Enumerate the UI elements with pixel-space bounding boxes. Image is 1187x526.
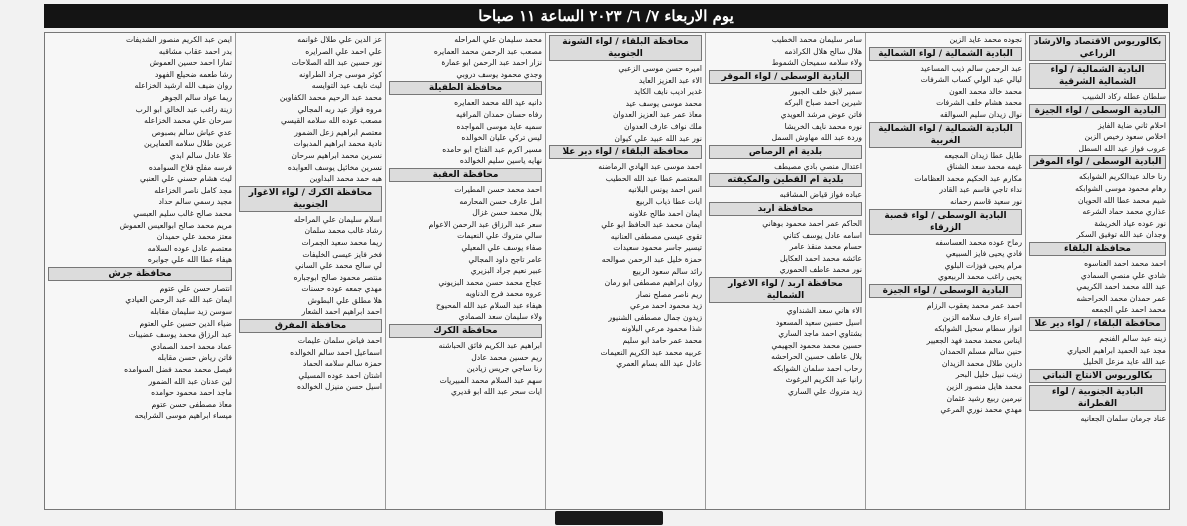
- candidate-name: مريم محمد صالح ابوالعيس العموش: [119, 220, 232, 230]
- candidate-name: مهدي جمعه عوده حسنات: [301, 284, 382, 294]
- candidate-name: نور محمد عاطف الحموري: [779, 265, 862, 275]
- candidate-name: رفاه حسان حمدان المرافيه: [455, 109, 542, 119]
- candidate-name: معتصم ابراهيم زعل الضمور: [294, 127, 382, 137]
- candidate-name: هيفاء عبد السلام عبد الله المحيوح: [436, 300, 542, 310]
- candidate-name: دانيه عيد الله محمد العمايره: [454, 98, 542, 108]
- candidate-name: ابراهيم عبد الكريم فائق الحباشنه: [438, 341, 542, 351]
- candidate-name: هبه حمد محمد البداوين: [309, 174, 382, 184]
- candidate-name: نداء تاجي قاسم عبد القادر: [939, 185, 1022, 195]
- candidate-name: عز الدين علي طلال غوانمه: [297, 35, 382, 44]
- candidate-name: عمر حمدان محمد الحراحشه: [1076, 293, 1166, 303]
- candidate-name: عبد الرحمن سالم ذيب المساعيد: [920, 63, 1022, 73]
- candidate-name: محمد احمد علي الجمعه: [1091, 305, 1166, 315]
- candidate-name: اسيل حسين سعيد المسعود: [775, 317, 862, 327]
- candidate-name: ايمن عبد الكريم منصور الشديفات: [126, 35, 232, 44]
- candidate-name: نيرمين ربيع رشيد عثمان: [946, 393, 1022, 403]
- candidate-name: نسرين محمد ابراهيم سرحان: [291, 150, 382, 160]
- candidate-name: نهايه ياسين سليم الخوالده: [459, 156, 542, 166]
- candidate-name: ايات عطا ذياب الربيع: [635, 196, 702, 206]
- section-heading: محافظة العقبة: [389, 168, 542, 182]
- candidate-name: سمير لايق خلف الجبور: [790, 86, 862, 96]
- candidate-name: شيم محمد عطا الله الحويان: [1077, 195, 1166, 205]
- section-heading: محافظة البلقاء / لواء دير علا: [1029, 317, 1166, 331]
- candidate-name: معاذ مصطفى حسن عتوم: [151, 399, 232, 409]
- candidate-name: نور سعيد قاسم رحمانه: [950, 196, 1022, 206]
- candidate-name: ليس تركي عليان الخوالده: [461, 133, 542, 143]
- candidate-name: ملك نواف عارف العدوان: [623, 121, 702, 131]
- candidate-name: زيد متروك علي الساري: [788, 387, 862, 397]
- candidate-name: نور عوده عياد الخريشة: [1094, 218, 1166, 228]
- candidate-name: مصعب عبد الرحمن محمد العمايره: [433, 46, 542, 56]
- candidate-name: اميره حسن موسى الزعبي: [618, 64, 702, 73]
- candidate-name: ليالي عيد الولي كساب الشرفات: [920, 75, 1022, 85]
- section-heading: البادية الوسطى / لواء الموقر: [709, 70, 862, 84]
- column-1: [1025, 33, 1169, 509]
- candidate-name: روان ابراهيم مصطفى ابو رمان: [604, 278, 702, 288]
- candidate-name: امل عارف حسن المحارمه: [459, 196, 542, 206]
- candidate-name: ايمان عبد الله عبد الرحمن العيادي: [125, 295, 232, 305]
- candidate-name: عناد جرمان سلمان الجعانيه: [1080, 413, 1166, 423]
- candidate-name: احلام ثاني ضاية الفايز: [1098, 120, 1166, 130]
- candidate-name: شادي علي منصي السمادي: [1080, 270, 1166, 280]
- candidate-name: عائشه محمد احمد العكايل: [779, 253, 862, 263]
- candidate-name: رنا ساجي جريس زيادين: [466, 364, 542, 374]
- candidate-name: عبير نعيم جراد البزيري: [470, 266, 542, 276]
- candidate-name: وجدان عبد الله توفيق السكر: [1076, 230, 1166, 240]
- candidate-name: ولاء سليمان سعد الصمادي: [458, 312, 542, 322]
- candidate-name: ليث هشام حسني علي العنبي: [140, 174, 232, 184]
- candidate-name: ايمان محمد عبد الحافظ ابو علي: [601, 220, 702, 230]
- section-heading: محافظة الكرك: [389, 324, 542, 338]
- candidate-name: احمد فياض سلمان عليمات: [297, 336, 382, 346]
- candidate-name: فرسه مفلح فلاح السوامده: [148, 162, 232, 172]
- candidate-name: شذا محمود مرعي البلاونه: [621, 324, 702, 334]
- candidate-name: غيمه محمد سعد الشناق: [946, 162, 1022, 172]
- candidate-name: تقوى عيسى مصطفى العنانيه: [610, 231, 702, 241]
- candidate-name: رشا طعمه ضحيلع الفهود: [154, 69, 232, 79]
- candidate-name: محمد عبد الرحيم محمد الكفاوين: [279, 92, 382, 102]
- section-heading: محافظة الكرك / لواء الاغوار الجنوبية: [239, 186, 382, 212]
- candidate-name: نجوده محمد عايد الزين: [949, 35, 1022, 44]
- candidate-name: سوسن زيد سليمان مقابله: [150, 307, 232, 317]
- candidate-name: ايناس محمد محمد فهد الجعيير: [926, 335, 1022, 345]
- candidate-name: رانيا عبد الكريم البرغوث: [785, 375, 862, 385]
- candidate-name: محمد هايل منصور الزين: [946, 382, 1022, 392]
- candidate-name: انس احمد يونس البلانيه: [628, 185, 702, 195]
- candidate-name: احمد ابراهيم احمد الشعار: [301, 307, 382, 317]
- section-heading: البادية الوسطى / لواء الجيزة: [869, 284, 1022, 298]
- candidate-name: مجد عبد الحميد ابراهيم الحياري: [1067, 345, 1166, 355]
- candidate-name: معتصم عادل عوده السلامه: [147, 243, 232, 253]
- candidate-name: اسراء عارف سلامه الزبن: [942, 312, 1022, 322]
- candidate-name: ليث نايف عيد التوايسه: [311, 81, 382, 91]
- candidate-name: هيفاء عطا الله علي جوابره: [147, 255, 232, 265]
- candidate-name: علي احمد علي الصرايره: [305, 46, 382, 56]
- section-heading: محافظة البلقاء / لواء الشونة الجنوبية: [549, 35, 702, 61]
- candidate-name: فخر فايز عيسى الخليفات: [302, 249, 382, 259]
- candidate-name: شيرين احمد صباح البركه: [784, 98, 862, 108]
- candidate-name: نسرين مخائيل يوسف العوابده: [287, 162, 382, 172]
- candidate-name: دارين طلال محمد الزيدان: [941, 358, 1022, 368]
- candidate-name: انوار سطام سحيل الشوابكه: [934, 324, 1022, 334]
- candidate-name: فادي يحيى فايز السبيعي: [945, 249, 1022, 259]
- candidate-name: سميه عايد موسى المواجده: [456, 121, 542, 131]
- section-heading: محافظة اربد / لواء الاغوار الشمالية: [709, 277, 862, 303]
- candidate-name: فاتن عوض مرشد العويدي: [780, 109, 862, 119]
- section-heading: بلدية ام القطين والمكيفته: [709, 173, 862, 187]
- candidate-name: ايمان احمد طالح علاونه: [628, 208, 702, 218]
- candidate-name: مسير اكرم عبد الفتاح ابو حامده: [442, 144, 542, 154]
- section-heading: محافظة البلقاء: [1029, 242, 1166, 256]
- candidate-name: محمد هشام خلف الشرفات: [936, 98, 1022, 108]
- candidate-name: مصعب عوده الله سلامه القيسي: [281, 116, 382, 126]
- section-heading: بلدية ام الرصاص: [709, 145, 862, 159]
- candidate-name: اسيل حسن منيزل الخوالده: [297, 382, 382, 392]
- candidate-name: رماح عوده محمد العساسفه: [935, 237, 1022, 247]
- candidate-name: ريما عواد سالم الجوهر: [160, 92, 232, 102]
- candidate-name: عماد محمد احمد الصمادي: [150, 341, 232, 351]
- column-5: [385, 33, 545, 509]
- candidate-name: سلطان عطله ركاد الشبيب: [1082, 92, 1166, 101]
- candidate-name: رحاب احمد سلمان الشوابكه: [772, 363, 862, 373]
- section-heading: بكالوريوس الاقتصاد والارشاد الزراعي: [1029, 35, 1166, 61]
- candidate-name: محمد سليمان علي المراحله: [454, 35, 542, 44]
- candidate-name: معاذ عمر عبد العزيز العدوان: [612, 110, 702, 120]
- candidate-name: اعتدال منصي بادي مصيطف: [774, 161, 862, 171]
- candidate-name: بلال عاطف حسين الحراحشه: [771, 352, 862, 362]
- candidate-name: اسماعيل احمد سالم الخوالده: [290, 347, 382, 357]
- candidate-name: مكارم عبد الحكيم محمد العظامات: [914, 173, 1022, 183]
- candidate-name: تيسير جاسر محمود سعيدات: [613, 243, 702, 253]
- candidate-name: طايل عطا زيدان المجيعه: [944, 150, 1022, 160]
- section-heading: محافظة الطفيلة: [389, 81, 542, 95]
- candidate-name: ميساء ابراهيم موسى الشرايحه: [134, 411, 232, 421]
- candidate-name: معتز محمد علي حميدان: [156, 232, 232, 242]
- column-3: [705, 33, 865, 509]
- candidate-name: رشاد غالب محمد سلمان: [304, 226, 382, 236]
- candidate-name: سالي متروك علي النعيمات: [457, 231, 542, 241]
- candidate-name: صفاء يوسف علي المعيلي: [461, 242, 542, 252]
- candidate-name: عروه محمد فرج الدناويه: [465, 289, 542, 299]
- candidate-name: بشتاوي احمد ماجد الساري: [778, 329, 862, 339]
- names-grid: [44, 32, 1170, 510]
- column-6: [235, 33, 385, 509]
- candidate-name: عامر تاجح داود المجالي: [468, 254, 542, 264]
- candidate-name: عادل عيد الله بسام العمري: [616, 359, 702, 369]
- candidate-name: منتصر محمود صالح ابوجباره: [293, 272, 382, 282]
- section-heading: البادية الشمالية / لواء الشمالية الشرقية: [1029, 63, 1166, 89]
- candidate-name: نوره محمد نايف الخريشا: [784, 121, 862, 131]
- candidate-name: عروب فواز عيد الله السطل: [1078, 143, 1166, 153]
- candidate-name: ريم ناصر مصلح نصار: [636, 289, 702, 299]
- candidate-name: سعر عبد الرزاق عبد الرحمن الاعوام: [428, 219, 542, 229]
- section-heading: محافظة جرش: [48, 267, 232, 281]
- candidate-name: عبد الله محمد احمد الكريمي: [1076, 282, 1166, 292]
- section-heading: البادية الجنوبية / لواء القطرانة: [1029, 385, 1166, 411]
- candidate-name: ولاء سلامه سميحان الشموط: [771, 58, 862, 68]
- candidate-name: سهم عبد السلام محمد المبيريات: [439, 375, 542, 385]
- candidate-name: حمزة سالم سلامه الحماد: [303, 359, 382, 369]
- candidate-name: زينة راغب عبد الخالق ابو الرب: [135, 104, 232, 114]
- candidate-name: ضياء الدين حسين علي العتوم: [139, 318, 232, 328]
- candidate-name: لي سالح محمد علي الساني: [295, 261, 382, 271]
- column-7: [45, 33, 235, 509]
- candidate-name: ايات سحر عبد الله ابو قديري: [450, 387, 542, 397]
- candidate-name: عذاري محمد حماد الشرعه: [1082, 207, 1166, 217]
- candidate-name: لين عدنان عبد الله الضمور: [148, 376, 232, 386]
- section-heading: محافظة اربد: [709, 202, 862, 216]
- candidate-name: محمد عمر حامد ابو سليم: [622, 336, 702, 346]
- candidate-name: حسام محمد منقذ عامر: [789, 242, 862, 252]
- candidate-name: تمارا احمد حسين العموش: [149, 58, 232, 68]
- candidate-name: الاء هاني سعد الشنداوي: [786, 305, 862, 315]
- section-heading: البادية الوسطى / لواء الموقر: [1029, 155, 1166, 169]
- candidate-name: عبد الله عايد مزعل الخليل: [1083, 357, 1166, 367]
- candidate-name: احمد محمد احمد العناسوه: [1084, 258, 1166, 268]
- candidate-name: محمد خالد محمد العون: [949, 86, 1022, 96]
- candidate-name: ماجد احمد محمود حوامده: [151, 388, 232, 398]
- section-heading: البادية الوسطى / لواء الجيزة: [1029, 104, 1166, 118]
- candidate-name: نادية محمد ابراهيم المدبوات: [293, 139, 382, 149]
- candidate-name: اخلاص سعود رخيص الزبن: [1084, 132, 1166, 142]
- section-heading: بكالوريوس الانتاج النباتي: [1029, 369, 1166, 383]
- candidate-name: مروه فواز عيد ربه المجالي: [297, 104, 382, 114]
- candidate-name: فاتن رياض حسن مقابله: [157, 353, 232, 363]
- candidate-name: انتصار حسن علي عتوم: [159, 283, 232, 293]
- candidate-name: وجدي محمود يوسف دروبي: [456, 69, 542, 79]
- candidate-name: علا عادل سالم ابدي: [169, 150, 232, 160]
- candidate-name: مجيد رسمي سالم حداد: [158, 197, 232, 207]
- candidate-name: زيد محمود احمد مرعي: [630, 301, 702, 311]
- section-heading: البادية الوسطى / لواء قصبة الزرقاء: [869, 209, 1022, 235]
- candidate-name: رائد سالم سعود الربيع: [632, 266, 702, 276]
- candidate-name: المعتصم عطا عبد الله الحطيب: [605, 173, 702, 183]
- candidate-name: حنين سالم مسلم الحمدان: [939, 347, 1022, 357]
- candidate-name: محمد موسى يوسف عيد: [625, 98, 702, 108]
- candidate-name: الاء عبد العزيز العايد: [638, 75, 702, 85]
- candidate-name: عبد الرزاق محمد يوسف عضيبات: [128, 330, 232, 340]
- candidate-name: حسين محمد محمود الجهيمي: [771, 340, 862, 350]
- column-2: [865, 33, 1025, 509]
- candidate-name: نور حسين عبد الله الصلاحات: [291, 58, 382, 68]
- candidate-name: نزار احمد عبد الرحمن ابو عمارة: [441, 58, 542, 68]
- candidate-name: اسامه عادل يوسف كتاني: [783, 230, 862, 240]
- candidate-name: سامر سليمان محمد الخطيب: [771, 35, 862, 44]
- candidate-name: مهدي محمد نوري المرعي: [940, 405, 1022, 415]
- candidate-name: احمد موسى عبد الهادي الرماضنه: [598, 162, 702, 172]
- section-heading: محافظة المفرق: [239, 319, 382, 333]
- candidate-name: هلا مطلق علي البطوش: [307, 295, 382, 305]
- candidate-name: حمزة خليل عبد الرحمن صوالحه: [601, 254, 702, 264]
- column-4: [545, 33, 705, 509]
- candidate-name: سرحان علي محمد الخزاعله: [144, 116, 232, 126]
- candidate-name: نوال زيدان سليم السوالقه: [939, 109, 1022, 119]
- candidate-name: ريما محمد سعيد الجمرات: [301, 237, 382, 247]
- candidate-name: زيدون جمال مصطفى الشنيور: [608, 312, 702, 322]
- candidate-name: غدير اديب نايف الكايد: [634, 87, 702, 97]
- candidate-name: الحاكم عمر احمد محمود بوهاني: [762, 218, 862, 228]
- candidate-name: روان ضيف الله ارشيد الخزاعله: [134, 81, 232, 91]
- section-heading: محافظة البلقاء / لواء دير علا: [549, 145, 702, 159]
- candidate-name: يحيى راغب محمد الربيعوي: [938, 272, 1022, 282]
- page-footer-tab: [555, 511, 663, 525]
- candidate-name: رنا خالد عبدالكريم الشوابكه: [1078, 172, 1166, 182]
- candidate-name: احمد محمد حسن المطيرات: [454, 184, 542, 194]
- section-heading: البادية الشمالية / لواء الشمالية: [869, 47, 1022, 61]
- exam-date-banner: يوم الاربعاء ٧/ ٦/ ٢٠٢٣ الساعة ١١ صباحا: [44, 4, 1168, 28]
- candidate-name: مجد كامل ناصر الخزاعله: [154, 185, 232, 195]
- candidate-name: عربيه محمد عبد الكريم النعيمات: [600, 347, 702, 357]
- candidate-name: كوثر موسى جراد الطراونه: [299, 69, 382, 79]
- candidate-name: احمد عمر محمد يعقوب الرزام: [926, 300, 1022, 310]
- candidate-name: بدر احمد عقاب مشاقبه: [158, 46, 232, 56]
- candidate-name: عدي عياش سالم بصبوص: [151, 127, 232, 137]
- section-heading: البادية الشمالية / لواء الشمالية الغربية: [869, 122, 1022, 148]
- candidate-name: اشتان احمد عوده المسيلي: [298, 370, 382, 380]
- candidate-name: عرين طلال سلامه العمايرين: [144, 139, 232, 149]
- candidate-name: نور عبد الله عبيد علي كيوان: [614, 133, 702, 143]
- candidate-name: ريم حسين محمد عادل: [471, 352, 542, 362]
- candidate-name: هلال سالح هلال الكراذمه: [784, 46, 862, 56]
- candidate-name: مرام يحيى فوزات البلوي: [944, 260, 1022, 270]
- candidate-name: محمد صالح غالب سليم العبسي: [133, 208, 232, 218]
- candidate-name: رهام محمود موسى الشوابكه: [1075, 183, 1166, 193]
- candidate-name: فيصل محمد محمد فضل السوامده: [124, 365, 232, 375]
- candidate-name: عباده فواز قياض المشاقبه: [779, 190, 862, 200]
- candidate-name: بلال محمد حسن غزال: [472, 208, 542, 218]
- candidate-name: وردة عبد الله مهاوش السمل: [771, 133, 862, 143]
- candidate-name: زينه عبد سالم الفنجم: [1099, 333, 1166, 343]
- candidate-name: عجاج محمد حسن محمد البزيوني: [438, 277, 542, 287]
- candidate-name: زينب نبيل خليل البحر: [955, 370, 1022, 380]
- candidate-name: اسلام سليمان علي المراحله: [293, 214, 382, 224]
